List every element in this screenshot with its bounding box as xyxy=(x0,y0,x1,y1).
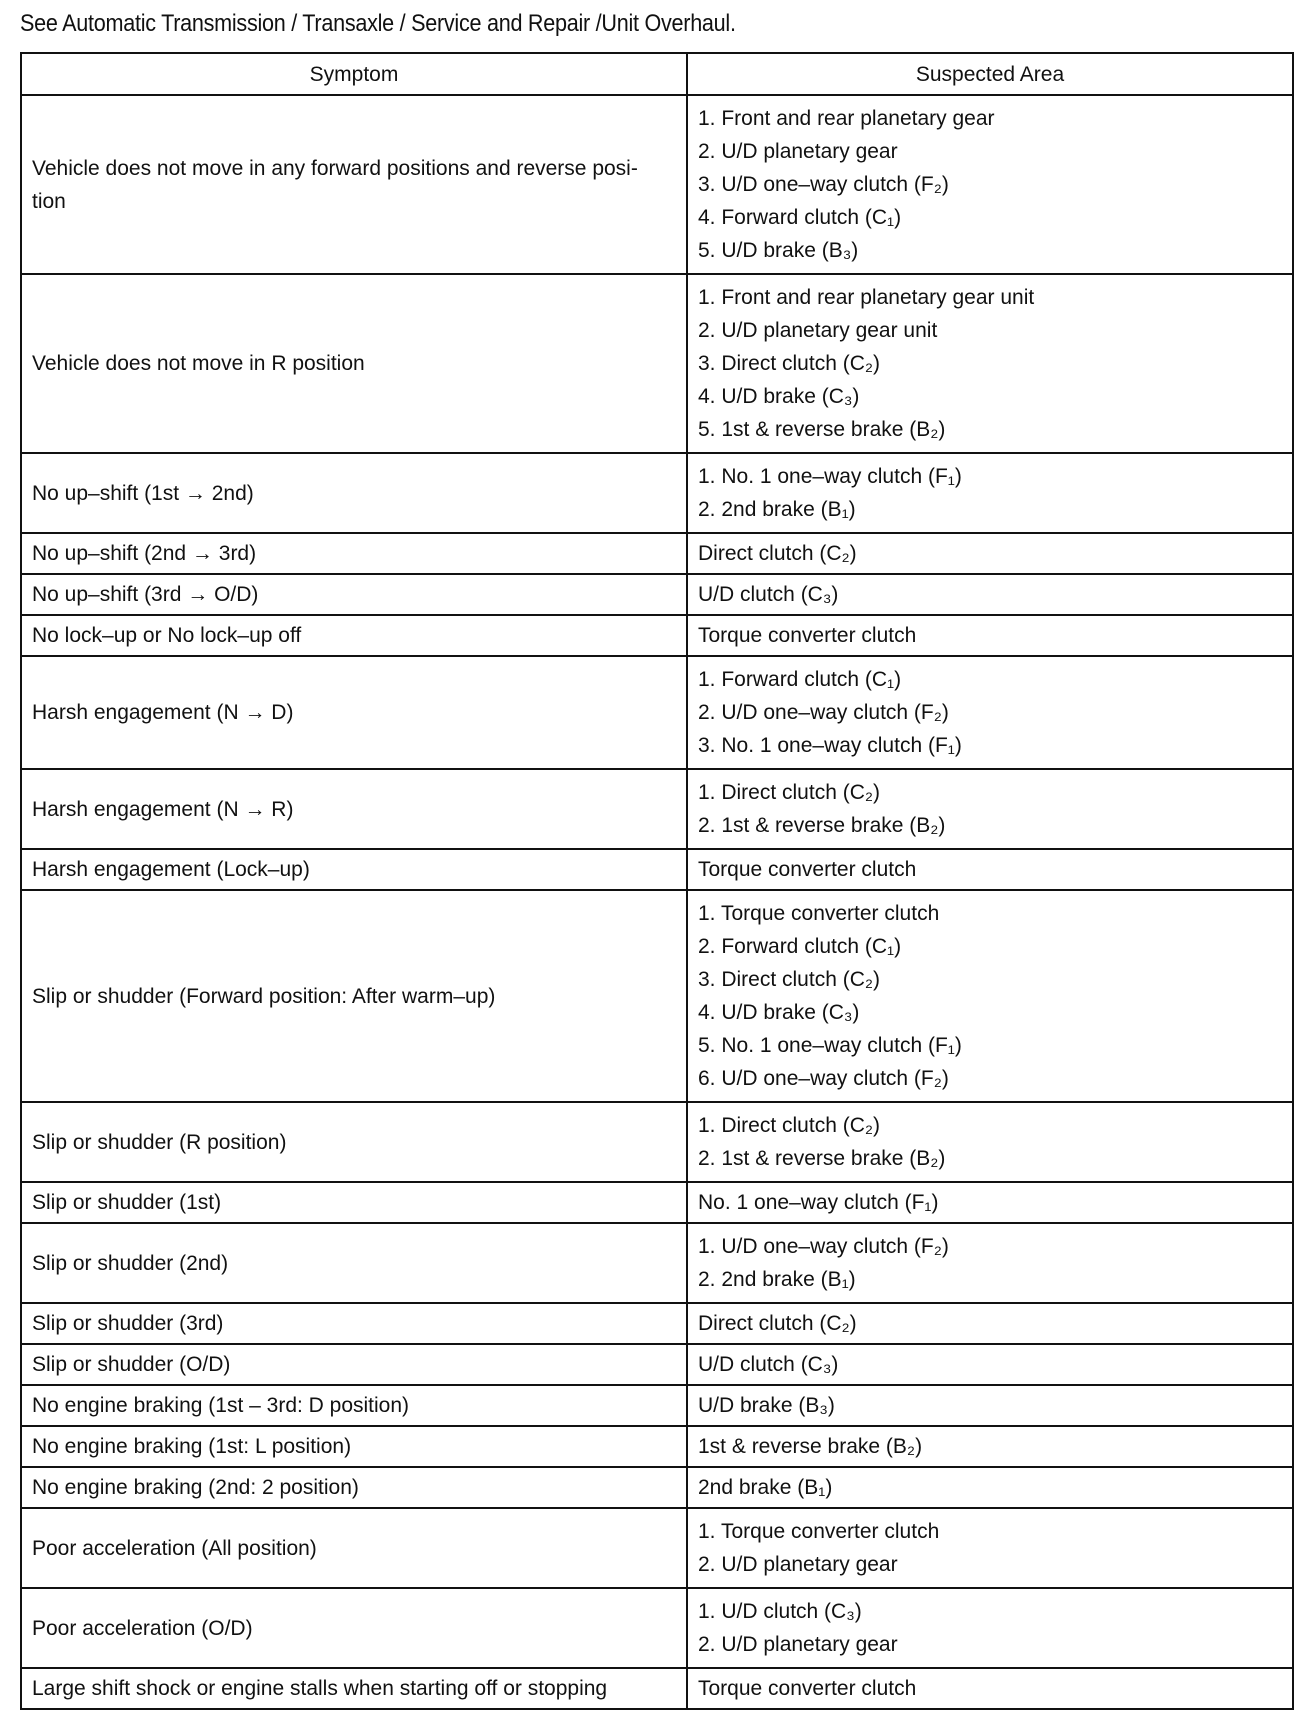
table-row xyxy=(21,453,1293,533)
suspected-area-item: 2. U/D one–way clutch (F₂) xyxy=(698,701,949,724)
suspected-area-item: 1. U/D one–way clutch (F₂) xyxy=(698,1235,949,1258)
suspected-area-list xyxy=(698,275,1282,452)
suspected-area-column-header: Suspected Area xyxy=(687,53,1293,95)
suspected-area-cell xyxy=(687,656,1293,769)
table-row xyxy=(21,1668,1293,1709)
table-row xyxy=(21,656,1293,769)
table-row xyxy=(21,849,1293,890)
table-row xyxy=(21,1102,1293,1182)
symptom-cell: No up–shift (2nd → 3rd) xyxy=(21,533,687,574)
symptom-cell: No lock–up or No lock–up off xyxy=(21,615,687,656)
table-row xyxy=(21,1303,1293,1344)
symptom-column-header: Symptom xyxy=(21,53,687,95)
suspected-area-item: 1. Front and rear planetary gear xyxy=(698,107,995,130)
suspected-area-item: Torque converter clutch xyxy=(698,624,917,647)
suspected-area-item: 5. No. 1 one–way clutch (F₁) xyxy=(698,1034,962,1057)
suspected-area-list xyxy=(698,454,1282,532)
suspected-area-item: 3. U/D one–way clutch (F₂) xyxy=(698,173,949,196)
suspected-area-cell xyxy=(687,849,1293,890)
suspected-area-cell xyxy=(687,1385,1293,1426)
suspected-area-list xyxy=(698,1589,1282,1667)
suspected-area-item: 2. Forward clutch (C₁) xyxy=(698,935,902,958)
suspected-area-item: 2. 2nd brake (B₁) xyxy=(698,498,856,521)
suspected-area-list xyxy=(698,1103,1282,1181)
table-row xyxy=(21,1508,1293,1588)
suspected-area-item: 2. U/D planetary gear xyxy=(698,1633,898,1656)
table-row xyxy=(21,615,1293,656)
symptom-cell: Harsh engagement (N → D) xyxy=(21,656,687,769)
suspected-area-list xyxy=(698,1509,1282,1587)
symptom-cell: Harsh engagement (Lock–up) xyxy=(21,849,687,890)
suspected-area-item: 2. U/D planetary gear xyxy=(698,1553,898,1576)
suspected-area-item: 1. Forward clutch (C₁) xyxy=(698,668,902,691)
suspected-area-item: Torque converter clutch xyxy=(698,1677,917,1700)
suspected-area-cell xyxy=(687,1344,1293,1385)
suspected-area-cell xyxy=(687,890,1293,1102)
suspected-area-item: 1. Torque converter clutch xyxy=(698,1520,940,1543)
suspected-area-item: Direct clutch (C₂) xyxy=(698,542,857,565)
suspected-area-item: 3. Direct clutch (C₂) xyxy=(698,352,881,375)
table-row xyxy=(21,1588,1293,1668)
symptom-cell: Slip or shudder (O/D) xyxy=(21,1344,687,1385)
suspected-area-item: U/D clutch (C₃) xyxy=(698,1353,839,1376)
suspected-area-item: 2. U/D planetary gear unit xyxy=(698,319,938,342)
symptom-cell: No engine braking (1st: L position) xyxy=(21,1426,687,1467)
suspected-area-item: Direct clutch (C₂) xyxy=(698,1312,857,1335)
suspected-area-item: 1. Direct clutch (C₂) xyxy=(698,1114,881,1137)
suspected-area-item: 1. Torque converter clutch xyxy=(698,902,940,925)
suspected-area-item: 4. Forward clutch (C₁) xyxy=(698,206,902,229)
suspected-area-cell xyxy=(687,1508,1293,1588)
suspected-area-item: 1. No. 1 one–way clutch (F₁) xyxy=(698,465,962,488)
suspected-area-item: 5. U/D brake (B₃) xyxy=(698,239,859,262)
suspected-area-item: 1. Direct clutch (C₂) xyxy=(698,781,881,804)
table-row xyxy=(21,769,1293,849)
suspected-area-list xyxy=(698,891,1282,1101)
table-body xyxy=(21,95,1293,1709)
table-row xyxy=(21,890,1293,1102)
table-row xyxy=(21,1344,1293,1385)
suspected-area-item: U/D clutch (C₃) xyxy=(698,583,839,606)
suspected-area-cell xyxy=(687,453,1293,533)
suspected-area-item: 5. 1st & reverse brake (B₂) xyxy=(698,418,946,441)
suspected-area-item: 1st & reverse brake (B₂) xyxy=(698,1435,923,1458)
suspected-area-item: 3. No. 1 one–way clutch (F₁) xyxy=(698,734,962,757)
symptom-cell: Vehicle does not move in any forward positions and reverse posi- tion xyxy=(21,95,687,274)
table-row xyxy=(21,1385,1293,1426)
symptom-cell: Slip or shudder (2nd) xyxy=(21,1223,687,1303)
suspected-area-list xyxy=(698,1224,1282,1302)
suspected-area-cell xyxy=(687,1303,1293,1344)
suspected-area-cell xyxy=(687,1467,1293,1508)
suspected-area-list xyxy=(698,657,1282,768)
suspected-area-item: 2nd brake (B₁) xyxy=(698,1476,833,1499)
suspected-area-cell xyxy=(687,533,1293,574)
symptom-cell: Poor acceleration (O/D) xyxy=(21,1588,687,1668)
suspected-area-list xyxy=(698,770,1282,848)
symptom-cell: No up–shift (3rd → O/D) xyxy=(21,574,687,615)
suspected-area-cell xyxy=(687,1668,1293,1709)
suspected-area-item: 2. 1st & reverse brake (B₂) xyxy=(698,1147,946,1170)
suspected-area-cell xyxy=(687,1588,1293,1668)
symptom-cell: No up–shift (1st → 2nd) xyxy=(21,453,687,533)
symptom-cell: No engine braking (2nd: 2 position) xyxy=(21,1467,687,1508)
suspected-area-item: U/D brake (B₃) xyxy=(698,1394,835,1417)
symptom-cell: Large shift shock or engine stalls when starting off or stopping xyxy=(21,1668,687,1709)
suspected-area-cell xyxy=(687,1102,1293,1182)
suspected-area-item: No. 1 one–way clutch (F₁) xyxy=(698,1191,939,1214)
suspected-area-item: 2. 2nd brake (B₁) xyxy=(698,1268,856,1291)
suspected-area-cell xyxy=(687,1223,1293,1303)
suspected-area-cell xyxy=(687,574,1293,615)
symptom-cell: Poor acceleration (All position) xyxy=(21,1508,687,1588)
table-row xyxy=(21,1467,1293,1508)
suspected-area-item: 1. Front and rear planetary gear unit xyxy=(698,286,1035,309)
suspected-area-item: 2. U/D planetary gear xyxy=(698,140,898,163)
symptom-cell: Slip or shudder (R position) xyxy=(21,1102,687,1182)
suspected-area-item: Torque converter clutch xyxy=(698,858,917,881)
suspected-area-item: 1. U/D clutch (C₃) xyxy=(698,1600,862,1623)
suspected-area-item: 4. U/D brake (C₃) xyxy=(698,385,860,408)
suspected-area-cell xyxy=(687,769,1293,849)
suspected-area-cell xyxy=(687,95,1293,274)
symptom-cell: Slip or shudder (Forward position: After warm–up) xyxy=(21,890,687,1102)
symptom-cell: No engine braking (1st – 3rd: D position) xyxy=(21,1385,687,1426)
suspected-area-cell xyxy=(687,1426,1293,1467)
suspected-area-item: 6. U/D one–way clutch (F₂) xyxy=(698,1067,949,1090)
suspected-area-item: 2. 1st & reverse brake (B₂) xyxy=(698,814,946,837)
symptom-cell: Slip or shudder (1st) xyxy=(21,1182,687,1223)
page-heading: See Automatic Transmission / Transaxle / Service and Repair /Unit Overhaul. xyxy=(20,10,736,37)
suspected-area-item: 3. Direct clutch (C₂) xyxy=(698,968,881,991)
suspected-area-item: 4. U/D brake (C₃) xyxy=(698,1001,860,1024)
table-row xyxy=(21,1426,1293,1467)
symptom-cell: Vehicle does not move in R position xyxy=(21,274,687,453)
suspected-area-cell xyxy=(687,274,1293,453)
table-row xyxy=(21,574,1293,615)
symptom-table xyxy=(20,52,1294,1710)
table-row xyxy=(21,95,1293,274)
table-header-row xyxy=(21,53,1293,95)
table-row xyxy=(21,533,1293,574)
suspected-area-cell xyxy=(687,1182,1293,1223)
table-row xyxy=(21,274,1293,453)
suspected-area-list xyxy=(698,96,1282,273)
table-row xyxy=(21,1182,1293,1223)
symptom-cell: Slip or shudder (3rd) xyxy=(21,1303,687,1344)
symptom-cell: Harsh engagement (N → R) xyxy=(21,769,687,849)
table-row xyxy=(21,1223,1293,1303)
suspected-area-cell xyxy=(687,615,1293,656)
